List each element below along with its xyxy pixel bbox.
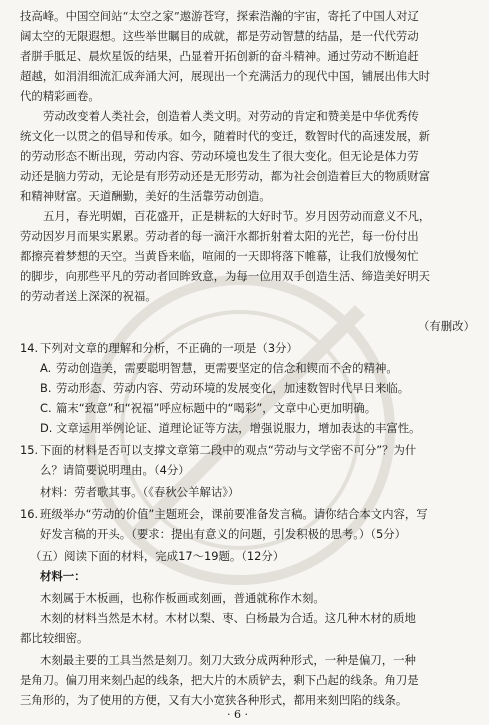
question-15: [0, 440, 489, 460]
passage-line-text: 的脚步，向那些平凡的劳动者回眸致意，为每一位用双手创造生活、缔造美好明天: [20, 269, 431, 283]
question-number: 16.: [20, 507, 39, 521]
question-text: 下面的材料是否可以支撑文章第二段中的观点“劳动与文学密不可分”？为什: [40, 443, 417, 457]
passage-line: [0, 146, 489, 166]
passage-line: [0, 26, 489, 46]
question-text: 下列对文章的理解和分析，不正确的一项是（3分）: [40, 341, 298, 355]
option-text: 劳动创造美，需要聪明智慧，更需要坚定的信念和锲而不舍的精神。: [56, 361, 398, 375]
passage-line-text: 动还是脑力劳动，无论是有形劳动还是无形劳动，都为社会创造着巨大的物质财富: [20, 169, 431, 183]
section-title: （五）阅读下面的材料，完成17～19题。（12分）: [30, 549, 285, 563]
page-number-line: [0, 705, 489, 725]
passage-line-text: 统文化一以贯之的倡导和传承。如今，随着时代的变迁，数智时代的高速发展，新: [20, 129, 431, 143]
material-line-text: 木刻的材料当然是木材。木材以梨、枣、白杨最为合适。这几种木材的质地: [40, 611, 416, 625]
section-heading: [0, 546, 489, 566]
passage-line: [0, 66, 489, 86]
material-line: [0, 628, 489, 648]
material-line: [0, 650, 489, 670]
question-number: 14.: [20, 341, 39, 355]
passage-line: [0, 186, 489, 206]
option-text: 文章运用举例论证、道理论证等方法，增强说服力，增加表达的丰富性。: [56, 421, 421, 435]
passage-line-text: 者胼手胝足、晨炊星饭的结果，凸显着开拓创新的奋斗精神。通过劳动不断追赶: [20, 49, 419, 63]
passage-line-text: 都擦亮着梦想的天空。当黄昏来临，喧闹的一天即将落下帷幕，让我们放慢匆忙: [20, 249, 419, 263]
material-label: 材料一：: [40, 569, 86, 583]
option-letter: C.: [40, 401, 52, 415]
question-text: 好发言稿的开头。（要求：提出有意义的问题，引发积极的思考。）（5分）: [40, 527, 407, 541]
material-line-text: 木刻属于木板画，也称作板画或刻画，普通就称作木刻。: [40, 591, 325, 605]
option-c: [0, 398, 489, 418]
passage-line: [0, 126, 489, 146]
option-letter: B.: [40, 381, 52, 395]
passage-line-text: 的劳动者送上深深的祝福。: [20, 289, 157, 303]
passage-line: [0, 246, 489, 266]
passage-line-text: 五月，春光明媚，百花盛开，正是耕耘的大好时节。岁月因劳动而意义不凡，: [43, 209, 431, 223]
passage-line: [0, 266, 489, 286]
passage-line-text: 阔太空的无限遐想。这些举世瞩目的成就，都是劳动智慧的结晶，是一代代劳动: [20, 29, 419, 43]
passage-line: [0, 286, 489, 306]
material-line: [0, 670, 489, 690]
material-line-text: 三角形的，为了使用的方便，又有大小宽狭各种形式，都用来刻凹陷的线条。: [20, 693, 408, 707]
question-15-material: [0, 482, 489, 502]
option-letter: D.: [40, 421, 53, 435]
passage-line-text: 技高峰。中国空间站“太空之家”遨游苍穹，探索浩瀚的宇宙，寄托了中国人对辽: [20, 9, 419, 23]
page-number: · 6 ·: [227, 708, 248, 721]
passage-line-text: 的劳动形态不断出现，劳动内容、劳动环境也发生了很大变化。但无论是体力劳: [20, 149, 419, 163]
passage-line-text: 超越，如涓涓细流汇成奔涌大河，展现出一个充满活力的现代中国，铺展出伟大时: [20, 69, 431, 83]
question-14: [0, 338, 489, 358]
material-quote: 材料：劳者歌其事。（《春秋公羊解诂》）: [40, 485, 240, 499]
passage-line: [0, 46, 489, 66]
material-line-text: 是角刀。偏刀用来刻凸起的线条，把大片的木质铲去，剩下凸起的线条。角刀是: [20, 673, 419, 687]
passage-line-text: 劳动因岁月而果实累累。劳动者的每一滴汗水都折射着太阳的光芒，每一份付出: [20, 229, 419, 243]
passage-line: [0, 226, 489, 246]
question-16-cont: [0, 524, 489, 544]
source-note-line: [0, 316, 489, 336]
option-d: [0, 418, 489, 438]
passage-line: [0, 206, 489, 226]
option-a: [0, 358, 489, 378]
option-text: 劳动形态、劳动内容、劳动环境的发展变化，加速数智时代早日来临。: [56, 381, 410, 395]
question-15-cont: [0, 460, 489, 480]
material-line: [0, 608, 489, 628]
material-line: [0, 588, 489, 608]
material-line-text: 木刻最主要的工具当然是刻刀。刻刀大致分成两种形式，一种是偏刀，一种: [40, 653, 416, 667]
question-16: [0, 504, 489, 524]
material-one-heading: [0, 566, 489, 586]
question-number: 15.: [20, 443, 39, 457]
passage-line: [0, 106, 489, 126]
passage-line-text: 代的精彩画卷。: [20, 89, 100, 103]
question-text: 么？请简要说明理由。（4分）: [40, 463, 190, 477]
material-line-text: 都比较细密。: [20, 631, 89, 645]
passage-line-text: 劳动改变着人类社会，创造着人类文明。对劳动的肯定和赞美是中华优秀传: [43, 109, 419, 123]
source-note: （有删改）: [418, 319, 475, 333]
option-letter: A.: [40, 361, 52, 375]
question-text: 班级举办“劳动的价值”主题班会，课前要准备发言稿。请你结合本文内容，写: [40, 507, 428, 521]
passage-line: [0, 6, 489, 26]
passage-line: [0, 86, 489, 106]
passage-line: [0, 166, 489, 186]
passage-line-text: 和精神财富。天道酬勤，美好的生活靠劳动创造。: [20, 189, 271, 203]
option-text: 篇末“致意”和“祝福”呼应标题中的“喝彩”，文章中心更加明确。: [56, 401, 377, 415]
option-b: [0, 378, 489, 398]
